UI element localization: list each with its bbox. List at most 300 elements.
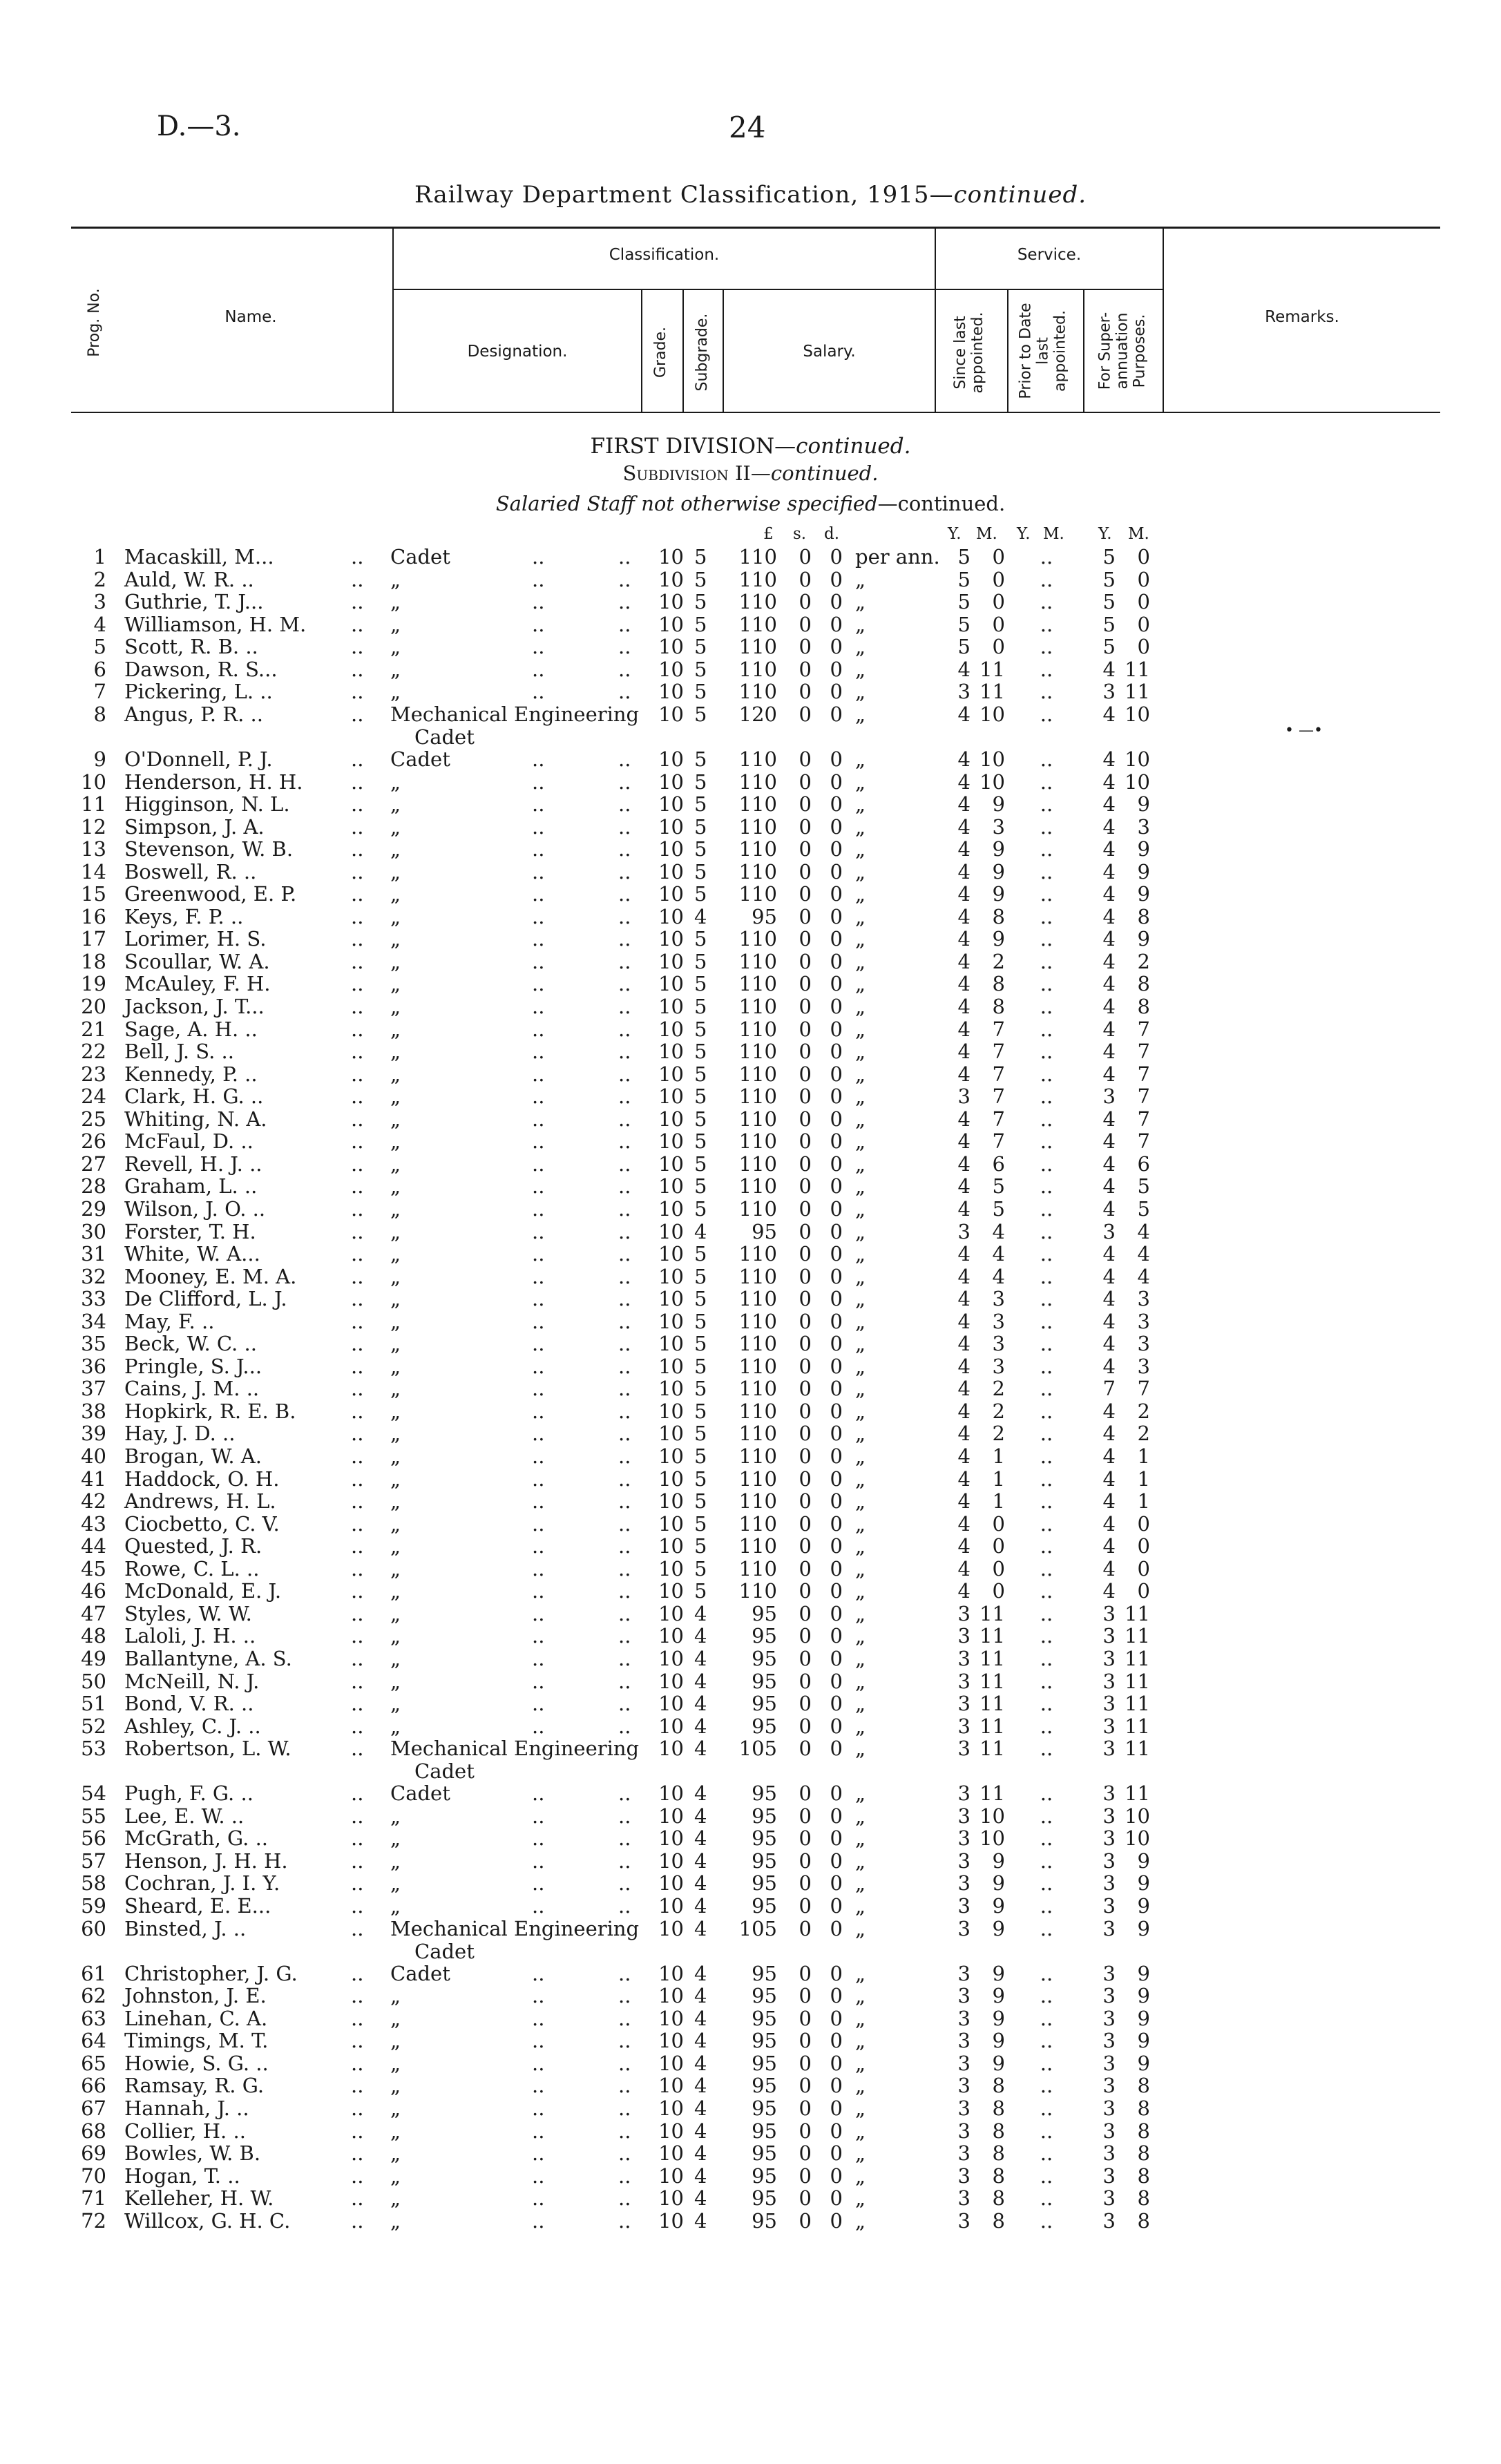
table-row (0, 1085, 1501, 1108)
super-months: 11 (1125, 1714, 1150, 1738)
salary-period: „ (855, 635, 866, 659)
salary-period: „ (855, 747, 866, 771)
subgrade: 4 (694, 1219, 707, 1243)
subgrade: 4 (694, 1894, 707, 1918)
designation: „ (390, 1849, 401, 1873)
designation: „ (390, 1107, 401, 1131)
salary-shillings: 0 (799, 2186, 812, 2210)
name: Wilson, J. O. .. (124, 1196, 266, 1221)
subgrade: 5 (694, 1556, 707, 1580)
since-months: 9 (992, 1916, 1005, 1940)
super-years: 4 (1102, 904, 1116, 928)
prior-mark: .. (1040, 1849, 1053, 1873)
since-years: 4 (957, 1287, 971, 1311)
leader-dots: .. (532, 1646, 545, 1670)
salary-shillings: 0 (799, 1849, 812, 1873)
leader-dots: .. (532, 792, 545, 816)
subgrade: 4 (694, 2051, 707, 2075)
since-years: 3 (957, 1692, 971, 1716)
salary-pounds: 110 (738, 1174, 777, 1198)
designation: Cadet (390, 545, 450, 569)
leader-dots: .. (618, 1782, 631, 1806)
prog-no: 21 (81, 1017, 106, 1041)
subgrade: 4 (694, 1669, 707, 1693)
salary-pence: 0 (830, 2119, 843, 2143)
since-months: 0 (992, 612, 1005, 636)
salary-shillings: 0 (799, 1377, 812, 1401)
super-months: 7 (1137, 1107, 1150, 1131)
prior-mark: .. (1040, 2096, 1053, 2120)
table-row (0, 1490, 1501, 1513)
name: McDonald, E. J. (124, 1579, 282, 1603)
leader-dots: .. (618, 1377, 631, 1401)
salary-pence: 0 (830, 949, 843, 973)
salary-shillings: 0 (799, 1309, 812, 1333)
grade: 10 (658, 1782, 684, 1806)
since-months: 3 (992, 1309, 1005, 1333)
since-years: 3 (957, 2186, 971, 2210)
salary-pounds: 110 (738, 1489, 777, 1513)
leader-dots: .. (532, 747, 545, 771)
salary-shillings: 0 (799, 612, 812, 636)
since-years: 4 (957, 1152, 971, 1176)
salary-pounds: 110 (738, 1354, 777, 1378)
designation: „ (390, 1556, 401, 1580)
since-months: 9 (992, 1894, 1005, 1918)
salary-period: „ (855, 612, 866, 636)
leader-dots: .. (532, 770, 545, 794)
subgrade: 5 (694, 1129, 707, 1154)
prog-no: 32 (81, 1264, 106, 1288)
unit-shillings: s. (793, 525, 807, 543)
leader-dots: .. (532, 972, 545, 996)
table-row (0, 1782, 1501, 1805)
super-years: 3 (1102, 2051, 1116, 2075)
leader-dots: .. (532, 1467, 545, 1491)
salary-period: „ (855, 1556, 866, 1580)
leader-dots: .. (532, 1826, 545, 1851)
leader-dots: .. (618, 995, 631, 1018)
designation: „ (390, 1624, 401, 1648)
designation: „ (390, 1984, 401, 2008)
prior-mark: .. (1040, 1916, 1053, 1940)
leader-dots: .. (351, 1871, 364, 1895)
leader-dots: .. (532, 2119, 545, 2143)
since-years: 4 (957, 882, 971, 906)
table-row (0, 1715, 1501, 1738)
salary-period: „ (855, 1826, 866, 1851)
since-months: 10 (979, 1804, 1005, 1828)
salary-pence: 0 (830, 904, 843, 928)
salary-period: „ (855, 904, 866, 928)
subgrade: 4 (694, 1692, 707, 1716)
salary-shillings: 0 (799, 904, 812, 928)
leader-dots: .. (532, 1152, 545, 1176)
leader-dots: .. (618, 1264, 631, 1288)
leader-dots: .. (351, 1489, 364, 1513)
salary-pounds: 110 (738, 680, 777, 704)
staff-continued: —continued. (877, 492, 1006, 515)
subgrade: 4 (694, 1737, 707, 1761)
leader-dots: .. (618, 1017, 631, 1041)
salary-pounds: 95 (752, 1601, 777, 1625)
salary-shillings: 0 (799, 1669, 812, 1693)
since-years: 4 (957, 927, 971, 951)
salary-period: „ (855, 1714, 866, 1738)
grade: 10 (658, 1377, 684, 1401)
designation: Mechanical Engineering (390, 702, 640, 726)
super-months: 9 (1137, 837, 1150, 861)
table-row (0, 1377, 1501, 1400)
leader-dots: .. (618, 1174, 631, 1198)
super-months: 9 (1137, 1894, 1150, 1918)
salary-period: „ (855, 949, 866, 973)
salary-period: „ (855, 972, 866, 996)
leader-dots: .. (351, 612, 364, 636)
prior-mark: .. (1040, 1107, 1053, 1131)
since-years: 3 (957, 1984, 971, 2008)
salary-pence: 0 (830, 1264, 843, 1288)
table-row (0, 2142, 1501, 2165)
super-years: 4 (1102, 1287, 1116, 1311)
salary-period: „ (855, 2096, 866, 2120)
since-months: 7 (992, 1017, 1005, 1041)
since-years: 4 (957, 1174, 971, 1198)
super-months: 8 (1137, 2074, 1150, 2098)
subgrade: 5 (694, 1444, 707, 1468)
table-row (0, 546, 1501, 569)
super-months: 11 (1125, 657, 1150, 681)
table-row (0, 2052, 1501, 2075)
subgrade: 5 (694, 1040, 707, 1064)
designation: „ (390, 972, 401, 996)
leader-dots: .. (618, 1692, 631, 1716)
super-years: 4 (1102, 1242, 1116, 1266)
table-row (0, 1422, 1501, 1445)
leader-dots: .. (618, 2074, 631, 2098)
subgrade: 5 (694, 882, 707, 906)
super-years: 4 (1102, 972, 1116, 996)
leader-dots: .. (351, 1129, 364, 1154)
prior-mark: .. (1040, 1646, 1053, 1670)
super-months: 9 (1137, 2051, 1150, 2075)
leader-dots: .. (532, 1129, 545, 1154)
salary-period: „ (855, 1399, 866, 1423)
salary-pounds: 95 (752, 1961, 777, 1985)
leader-dots: .. (351, 1849, 364, 1873)
super-months: 11 (1125, 1669, 1150, 1693)
super-years: 3 (1102, 2029, 1116, 2053)
leader-dots: .. (618, 1894, 631, 1918)
name: May, F. .. (124, 1309, 215, 1333)
subgrade: 5 (694, 1377, 707, 1401)
name: Macaskill, M... (124, 545, 274, 569)
leader-dots: .. (351, 2208, 364, 2233)
table-row (0, 861, 1501, 884)
designation: „ (390, 1646, 401, 1670)
leader-dots: .. (618, 837, 631, 861)
leader-dots: .. (351, 657, 364, 681)
salary-pounds: 110 (738, 882, 777, 906)
header-service: Service. (1017, 246, 1082, 264)
super-months: 2 (1137, 949, 1150, 973)
salary-shillings: 0 (799, 2119, 812, 2143)
prior-mark: .. (1040, 995, 1053, 1018)
since-months: 7 (992, 1129, 1005, 1154)
leader-dots: .. (351, 1894, 364, 1918)
leader-dots: .. (532, 590, 545, 614)
super-years: 4 (1102, 882, 1116, 906)
leader-dots: .. (532, 1287, 545, 1311)
leader-dots: .. (351, 927, 364, 951)
name: Mooney, E. M. A. (124, 1264, 297, 1288)
leader-dots: .. (532, 1309, 545, 1333)
salary-pounds: 110 (738, 1399, 777, 1423)
super-years: 7 (1102, 1377, 1116, 1401)
designation: „ (390, 814, 401, 839)
prog-no: 60 (81, 1916, 106, 1940)
subgrade: 5 (694, 1534, 707, 1558)
subgrade: 5 (694, 1242, 707, 1266)
leader-dots: .. (351, 1287, 364, 1311)
header-since-last: Since last appointed. (952, 312, 986, 394)
table-row (0, 2030, 1501, 2052)
name: Hopkirk, R. E. B. (124, 1399, 296, 1423)
subgrade: 5 (694, 1489, 707, 1513)
prog-no: 57 (81, 1849, 106, 1873)
salary-shillings: 0 (799, 1489, 812, 1513)
leader-dots: .. (618, 1556, 631, 1580)
leader-dots: .. (351, 1062, 364, 1086)
prog-no: 43 (81, 1511, 106, 1536)
super-months: 2 (1137, 1422, 1150, 1446)
prog-no: 22 (81, 1040, 106, 1064)
designation-line2: Cadet (414, 725, 475, 749)
salary-pounds: 95 (752, 2096, 777, 2120)
grade: 10 (658, 1129, 684, 1154)
name: Collier, H. .. (124, 2119, 246, 2143)
leader-dots: .. (532, 1961, 545, 1985)
since-years: 3 (957, 1961, 971, 1985)
salary-shillings: 0 (799, 1264, 812, 1288)
name: Laloli, J. H. .. (124, 1624, 256, 1648)
salary-shillings: 0 (799, 657, 812, 681)
super-years: 4 (1102, 1152, 1116, 1176)
leader-dots: .. (351, 590, 364, 614)
leader-dots: .. (532, 1422, 545, 1446)
prior-mark: .. (1040, 1467, 1053, 1491)
super-months: 0 (1137, 635, 1150, 659)
prior-mark: .. (1040, 1174, 1053, 1198)
grade: 10 (658, 837, 684, 861)
header-name: Name. (224, 308, 277, 326)
designation: Mechanical Engineering (390, 1737, 640, 1761)
super-years: 3 (1102, 1669, 1116, 1693)
since-months: 8 (992, 2208, 1005, 2233)
super-years: 4 (1102, 949, 1116, 973)
subgrade: 5 (694, 1085, 707, 1109)
leader-dots: .. (351, 1309, 364, 1333)
since-months: 10 (979, 702, 1005, 726)
since-years: 4 (957, 1196, 971, 1221)
grade: 10 (658, 657, 684, 681)
grade: 10 (658, 1826, 684, 1851)
salary-pounds: 110 (738, 747, 777, 771)
table-row (0, 1558, 1501, 1580)
salary-pence: 0 (830, 1422, 843, 1446)
super-months: 3 (1137, 1332, 1150, 1356)
subgrade: 5 (694, 747, 707, 771)
prior-mark: .. (1040, 1601, 1053, 1625)
salary-pence: 0 (830, 702, 843, 726)
super-months: 10 (1125, 770, 1150, 794)
subgrade: 5 (694, 702, 707, 726)
designation: „ (390, 770, 401, 794)
leader-dots: .. (351, 1826, 364, 1851)
prior-mark: .. (1040, 837, 1053, 861)
since-months: 4 (992, 1242, 1005, 1266)
prog-no: 42 (81, 1489, 106, 1513)
salary-period: per ann. (855, 545, 940, 569)
leader-dots: .. (618, 1422, 631, 1446)
designation-line2: Cadet (414, 1759, 475, 1784)
salary-pence: 0 (830, 1085, 843, 1109)
prior-mark: .. (1040, 1984, 1053, 2008)
prog-no: 68 (81, 2119, 106, 2143)
leader-dots: .. (532, 837, 545, 861)
super-months: 10 (1125, 1826, 1150, 1851)
name: Beck, W. C. .. (124, 1332, 257, 1356)
leader-dots: .. (618, 2029, 631, 2053)
name: Cochran, J. I. Y. (124, 1871, 280, 1895)
subgrade: 5 (694, 927, 707, 951)
salary-pounds: 110 (738, 770, 777, 794)
since-years: 3 (957, 2051, 971, 2075)
super-years: 4 (1102, 657, 1116, 681)
super-years: 3 (1102, 1984, 1116, 2008)
super-years: 3 (1102, 680, 1116, 704)
salary-shillings: 0 (799, 1894, 812, 1918)
leader-dots: .. (532, 2029, 545, 2053)
subgrade: 4 (694, 1782, 707, 1806)
since-months: 0 (992, 1556, 1005, 1580)
subgrade: 5 (694, 1017, 707, 1041)
designation: „ (390, 1264, 401, 1288)
table-row (0, 2120, 1501, 2143)
super-months: 11 (1125, 1692, 1150, 1716)
prog-no: 54 (81, 1782, 106, 1806)
designation: „ (390, 2208, 401, 2233)
leader-dots: .. (618, 1849, 631, 1873)
name: Clark, H. G. .. (124, 1085, 264, 1109)
table-row (0, 1918, 1501, 1963)
prog-no: 12 (81, 814, 106, 839)
since-months: 6 (992, 1152, 1005, 1176)
leader-dots: .. (351, 882, 364, 906)
prior-mark: .. (1040, 1354, 1053, 1378)
grade: 10 (658, 1804, 684, 1828)
salary-pounds: 110 (738, 1062, 777, 1086)
prog-no: 38 (81, 1399, 106, 1423)
since-years: 3 (957, 1219, 971, 1243)
leader-dots: .. (618, 2186, 631, 2210)
leader-dots: .. (351, 1467, 364, 1491)
super-months: 8 (1137, 904, 1150, 928)
salary-shillings: 0 (799, 635, 812, 659)
designation: „ (390, 1017, 401, 1041)
leader-dots: .. (351, 1422, 364, 1446)
name: Howie, S. G. .. (124, 2051, 269, 2075)
prog-no: 2 (93, 567, 106, 591)
since-years: 4 (957, 949, 971, 973)
prog-no: 46 (81, 1579, 106, 1603)
since-years: 3 (957, 1782, 971, 1806)
salary-shillings: 0 (799, 1782, 812, 1806)
since-years: 3 (957, 2164, 971, 2188)
since-years: 4 (957, 1264, 971, 1288)
table-row (0, 1108, 1501, 1131)
subgrade: 4 (694, 2074, 707, 2098)
prior-mark: .. (1040, 2141, 1053, 2166)
super-years: 4 (1102, 1534, 1116, 1558)
salary-shillings: 0 (799, 1354, 812, 1378)
salary-shillings: 0 (799, 770, 812, 794)
unit-months-1: M. (976, 525, 997, 543)
super-months: 8 (1137, 2141, 1150, 2166)
since-months: 2 (992, 1422, 1005, 1446)
margin-mark: • —• (1285, 722, 1323, 739)
super-years: 5 (1102, 590, 1116, 614)
header-subgrade: Subgrade. (694, 313, 711, 392)
grade: 10 (658, 612, 684, 636)
super-years: 3 (1102, 1646, 1116, 1670)
since-months: 8 (992, 2119, 1005, 2143)
salary-pounds: 110 (738, 1152, 777, 1176)
designation: „ (390, 949, 401, 973)
since-months: 4 (992, 1219, 1005, 1243)
salary-pence: 0 (830, 1714, 843, 1738)
table-row (0, 1355, 1501, 1378)
grade: 10 (658, 680, 684, 704)
salary-shillings: 0 (799, 1107, 812, 1131)
since-months: 8 (992, 972, 1005, 996)
grade: 10 (658, 2119, 684, 2143)
since-months: 8 (992, 904, 1005, 928)
since-years: 4 (957, 1129, 971, 1154)
salary-period: „ (855, 657, 866, 681)
prior-mark: .. (1040, 545, 1053, 569)
table-row (0, 1288, 1501, 1310)
since-years: 4 (957, 814, 971, 839)
leader-dots: .. (618, 1961, 631, 1985)
salary-pounds: 110 (738, 1332, 777, 1356)
prog-no: 59 (81, 1894, 106, 1918)
prog-no: 66 (81, 2074, 106, 2098)
prior-mark: .. (1040, 814, 1053, 839)
leader-dots: .. (351, 545, 364, 569)
prior-mark: .. (1040, 590, 1053, 614)
salary-period: „ (855, 995, 866, 1018)
grade: 10 (658, 1242, 684, 1266)
salary-period: „ (855, 1152, 866, 1176)
name: Haddock, O. H. (124, 1467, 280, 1491)
grade: 10 (658, 2051, 684, 2075)
leader-dots: .. (532, 1399, 545, 1423)
salary-pounds: 110 (738, 1017, 777, 1041)
name: Simpson, J. A. (124, 814, 265, 839)
since-years: 4 (957, 1534, 971, 1558)
super-years: 3 (1102, 2186, 1116, 2210)
